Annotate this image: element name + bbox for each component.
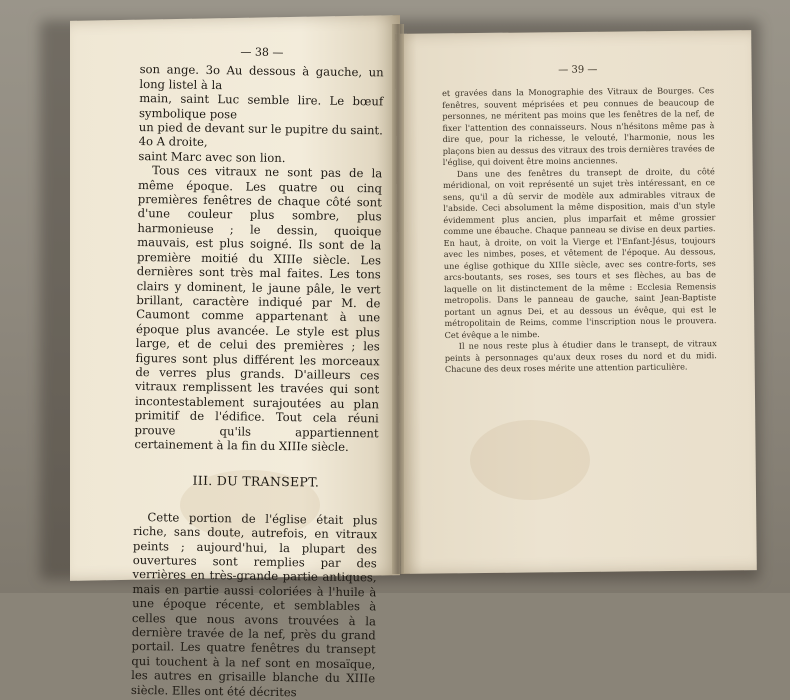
text-line: son ange. 3o Au dessous à gauche, un long listel à la [139, 62, 384, 92]
paragraph: Tous ces vitraux ne sont pas de la même époque. Les quatre ou cinq premières fenêtres de chaque côté sont d'une couleur plus sombre, plus harmonieuse ; le dessin, quoique mauvais, est plus soigné. Ils sont de la première moitié du XIIIe siècle. Les dernières sont très mal faites. Les tons clairs y dominent, le jaune pâle, le vert brillant, caractère indiqué par M. de Caumont comme appartenant à une époque plus avancée. Le style est plus large, et de celui des premières ; les figures sont plus différent les morceaux de verres plus grands. D'ailleurs ces vitraux remplissent les travées qui sont incontestablement surajoutées au plan primitif de l'édifice. Tout cela réuni prouve qu'ils appartiennent certainement à la fin du XIIIe siècle. [134, 163, 383, 454]
paragraph: Dans une des fenêtres du transept de droite, du côté méridional, on voit représenté un sujet très intéressant, en ce sens, qu'il a dû servir de modèle aux admirables vitraux de l'abside. Ceci absolument la même disposition, mais d'un style évidemment plus ancien, plus imparfait et même grossier comme une ébauche. Chaque panneau se divise en deux parties. En haut, à droite, on voit la Vierge et l'Enfant-Jésus, toujours avec les nimbes, poses, et vêtement de l'époque. Au dessous, une église gothique du XIIIe siècle, avec ses contre-forts, ses arcs-boutants, ses roses, ses tours et ses flèches, au bas de laquelle on lit distinctement de la même : Ecclesia Remensis metropolis. Dans le panneau de gauche, saint Jean-Baptiste portant un agnus Dei, et au dessous un évêque, qui est le métropolitain de Reims, comme l'inscription nous le prouvera. Cet évêque a le nimbe. [442, 165, 717, 340]
paragraph: Il ne nous reste plus à étudier dans le transept, de vitraux peints à personnages qu'aux deux roses du nord et du midi. Chacune des deux roses mérite une attention particulière. [444, 338, 717, 374]
paragraph: et gravées dans la Monographie des Vitraux de Bourges. Ces fenêtres, souvent méprisées et peu connues de beaucoup de personnes, ne méritent pas moins que les fenêtres de la nef, de fixer l'attention des connaisseurs. Nous n'hésitons même pas à dire que, pour la richesse, le velouté, l'harmonie, nous les plaçons bien au dessus des vitraux des trois dernières travées de l'église, qui doivent être moins anciennes. [442, 85, 715, 167]
text-line: saint Marc avec son lion. [138, 148, 286, 165]
text-line: main, saint Luc semble lire. Le bœuf symbolique pose [138, 91, 384, 121]
page-number-left: — 38 — [240, 45, 284, 60]
right-page-text [442, 64, 717, 375]
page-number-right: — 39 — [558, 64, 598, 76]
section-title: III. DU TRANSEPT. [192, 473, 320, 490]
book-gutter [392, 24, 404, 574]
text-line: un pied de devant sur le pupitre du saint. 4o A droite, [138, 120, 383, 150]
left-page-text [131, 44, 384, 700]
paper-stain [470, 420, 590, 500]
paragraph: Cette portion de l'église était plus riche, sans doute, autrefois, en vitraux peints ; aujourd'hui, la plupart des ouvertures sont remplies par des verrières en très-grande partie antiques, mais en partie aussi coloriées à l'huile à une époque récente, et semblables à celles que nous avons trouvées à la dernière travée de la nef, près du grand portail. Les quatre fenêtres du transept qui touchent à la nef sont en mosaïque, les autres en grisaille blanche du XIIIe siècle. Elles ont été décrites [130, 509, 378, 699]
